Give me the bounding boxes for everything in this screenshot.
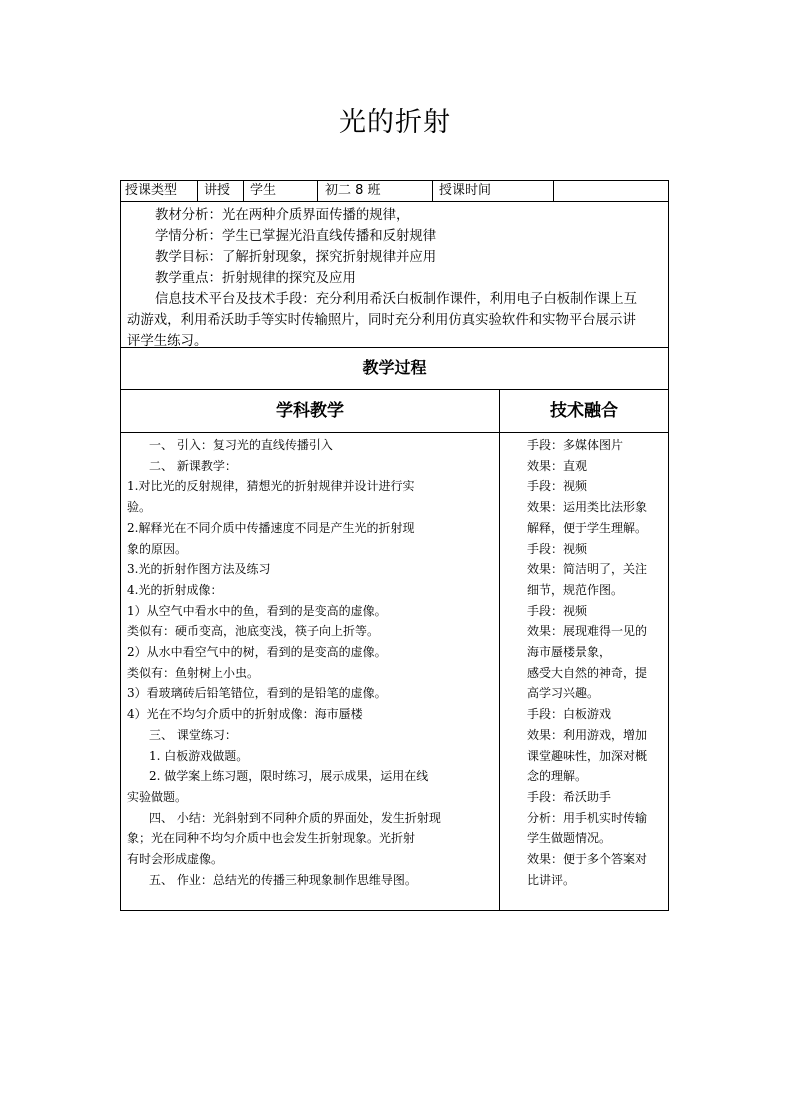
info-line: 教学重点：折射规律的探究及应用 — [155, 271, 356, 286]
header-cell-type-value: 讲授 — [204, 183, 231, 198]
divider — [197, 181, 198, 201]
teaching-line: 2.解释光在不同介质中传播速度不同是产生光的折射现 — [127, 520, 415, 535]
header-cell-student-label: 学生 — [250, 183, 277, 198]
teaching-line: 一、 引入：复习光的直线传播引入 — [149, 438, 333, 452]
teaching-line: 4.光的折射成像： — [127, 582, 223, 597]
tech-line: 海市蜃楼景象， — [527, 645, 612, 660]
divider — [317, 181, 318, 201]
info-line: 信息技术平台及技术手段：充分利用希沃白板制作课件，利用电子白板制作课上互 — [155, 292, 638, 307]
tech-line: 感受大自然的神奇，提 — [527, 665, 648, 680]
tech-line: 细节，规范作图。 — [527, 582, 624, 597]
tech-line: 分析：用手机实时传输 — [527, 810, 648, 825]
column-header-tech-integration: 技术融合 — [550, 401, 618, 421]
lesson-info — [121, 201, 668, 347]
teaching-line: 五、 作业：总结光的传播三种现象制作思维导图。 — [149, 872, 417, 887]
teaching-line: 2）从水中看空气中的树，看到的是变高的虚像。 — [127, 645, 387, 660]
tech-line: 课堂趣味性，加深对概 — [527, 748, 648, 763]
teaching-line: 1.对比光的反射规律，猜想光的折射规律并设计进行实 — [127, 479, 415, 494]
tech-line: 手段：多媒体图片 — [527, 438, 624, 452]
info-line: 动游戏，利用希沃助手等实时传输照片，同时充分利用仿真实验软件和实物平台展示讲 — [127, 313, 636, 328]
tech-line: 高学习兴趣。 — [527, 686, 600, 701]
divider — [553, 181, 554, 201]
tech-line: 手段：希沃助手 — [527, 789, 612, 804]
teaching-line: 1. 白板游戏做题。 — [149, 748, 249, 763]
info-line: 评学生练习。 — [127, 334, 208, 349]
teaching-line: 类似有：鱼射树上小虫。 — [127, 665, 260, 680]
tech-line: 效果：运用类比法形象 — [527, 500, 648, 515]
lesson-plan-table — [120, 180, 669, 911]
teaching-line: 四、 小结：光斜射到不同种介质的界面处，发生折射现 — [149, 810, 441, 825]
tech-line: 效果：便于多个答案对 — [527, 852, 648, 867]
teaching-line: 有时会形成虚像。 — [127, 852, 224, 867]
teaching-line: 象；光在同种不均匀介质中也会发生折射现象。光折射 — [127, 831, 416, 846]
header-cell-time-label: 授课时间 — [439, 183, 492, 198]
tech-line: 效果：简洁明了，关注 — [527, 562, 648, 577]
teaching-line: 2. 做学案上练习题，限时练习，展示成果，运用在线 — [149, 769, 429, 784]
tech-line: 手段：视频 — [527, 479, 588, 494]
tech-line: 效果：展现难得一见的 — [527, 624, 648, 639]
info-line: 教学目标：了解折射现象，探究折射规律并应用 — [155, 250, 437, 265]
divider — [243, 181, 244, 201]
teaching-line: 验。 — [127, 500, 152, 515]
teaching-line: 1）从空气中看水中的鱼，看到的是变高的虚像。 — [127, 603, 387, 618]
header-cell-class-value: 初二 8 班 — [325, 183, 381, 198]
teaching-line: 3）看玻璃砖后铅笔错位，看到的是铅笔的虚像。 — [127, 686, 387, 701]
section-title: 教学过程 — [362, 358, 427, 377]
divider — [432, 181, 433, 201]
tech-line: 解释，便于学生理解。 — [527, 520, 648, 535]
info-line: 学情分析：学生已掌握光沿直线传播和反射规律 — [155, 229, 437, 244]
teaching-line: 4）光在不均匀介质中的折射成像：海市蜃楼 — [127, 707, 363, 722]
column-header-subject-teaching: 学科教学 — [276, 401, 344, 421]
tech-line: 手段：白板游戏 — [527, 707, 612, 722]
tech-line: 效果：利用游戏，增加 — [527, 727, 648, 742]
tech-line: 比讲评。 — [527, 872, 576, 887]
tech-line: 手段：视频 — [527, 603, 588, 618]
teaching-line: 3.光的折射作图方法及练习 — [127, 562, 271, 577]
tech-line: 念的理解。 — [527, 769, 588, 784]
teaching-line: 实验做题。 — [127, 789, 188, 804]
tech-line: 学生做题情况。 — [527, 831, 612, 846]
teaching-line: 象的原因。 — [127, 541, 188, 556]
header-cell-type-label: 授课类型 — [125, 183, 178, 198]
tech-line: 效果：直观 — [527, 458, 588, 473]
tech-integration-content — [500, 433, 668, 890]
info-line: 教材分析：光在两种介质界面传播的规律， — [155, 208, 410, 223]
subject-teaching-content — [121, 433, 499, 890]
teaching-line: 类似有：硬币变高，池底变浅，筷子向上折等。 — [127, 624, 380, 639]
teaching-line: 二、 新课教学： — [149, 458, 237, 473]
teaching-line: 三、 课堂练习： — [149, 727, 237, 742]
tech-line: 手段：视频 — [527, 541, 588, 556]
page-title: 光的折射 — [339, 107, 451, 138]
